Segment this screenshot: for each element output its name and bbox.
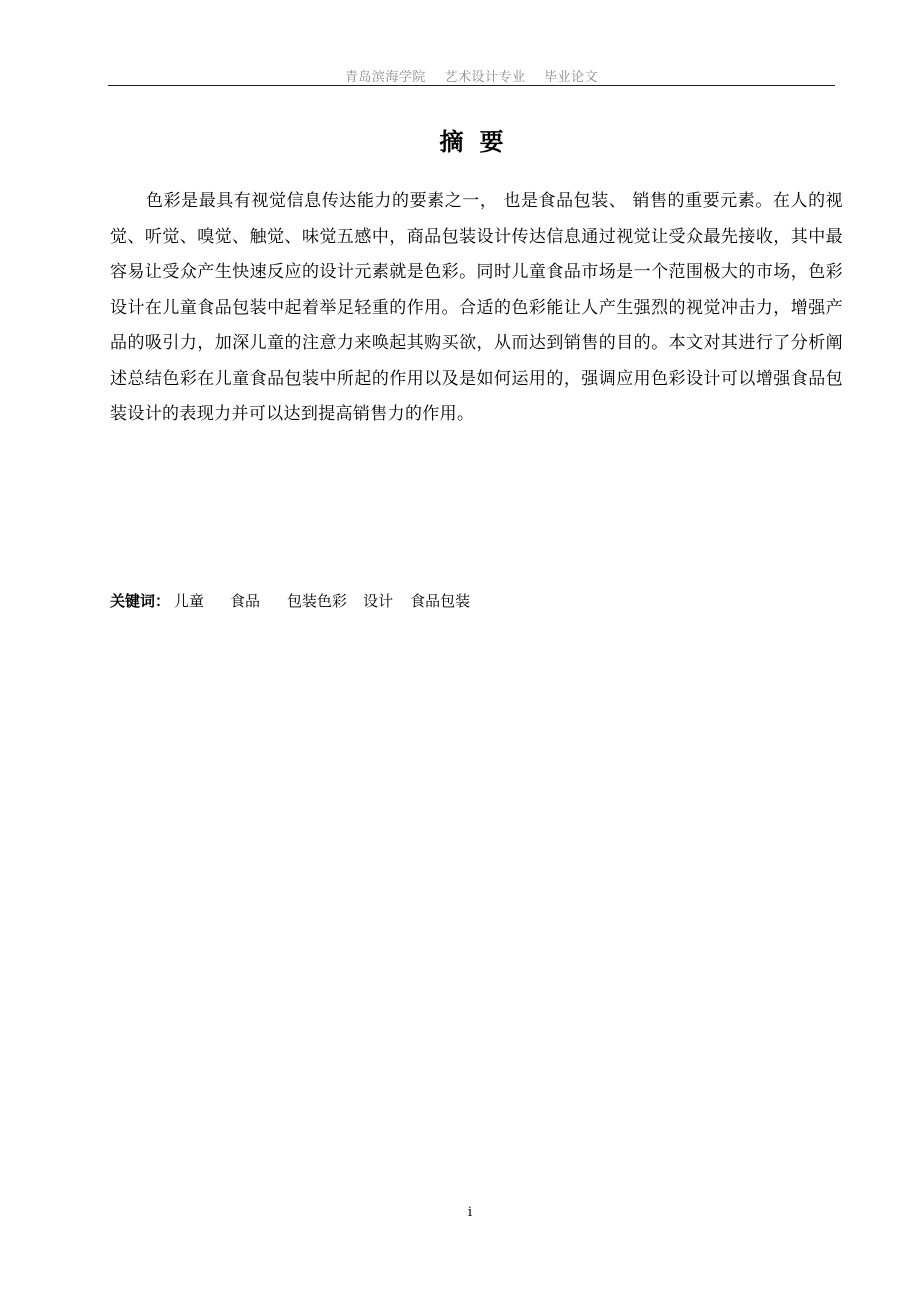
page-number: i [467,1205,473,1220]
keyword: 食品 [230,592,261,610]
abstract-title: 摘要 [439,128,520,156]
header-rule [108,85,835,86]
header-major: 艺术设计专业 [444,70,526,85]
keyword: 食品包装 [410,592,471,610]
abstract-body: 色彩是最具有视觉信息传达能力的要素之一， 也是食品包装、 销售的重要元素。在人的视觉、听觉、嗅觉、触觉、味觉五感中，商品包装设计传达信息通过视觉让受众最先接收，其中最容易让受众产生快速反应的设计元素就是色彩。同时儿童食品市场是一个范围极大的市场，色彩设计在儿童食品包装中起着举足轻重的作用。合适的色彩能让人产生强烈的视觉冲击力，增强产品的吸引力，加深儿童的注意力来唤起其购买欲，从而达到销售的目的。本文对其进行了分析阐述总结色彩在儿童食品包装中所起的作用以及是如何运用的，强调应用色彩设计可以增强食品包装设计的表现力并可以达到提高销售力的作用。 [110,191,843,424]
keywords-label: 关键词： [110,592,171,610]
keyword: 设计 [363,592,394,610]
keyword: 包装色彩 [287,592,348,610]
keyword: 儿童 [174,592,205,610]
header-doc-type: 毕业论文 [544,70,599,85]
running-header [108,66,835,85]
keywords-line [110,589,470,613]
header-school: 青岛滨海学院 [344,70,426,85]
